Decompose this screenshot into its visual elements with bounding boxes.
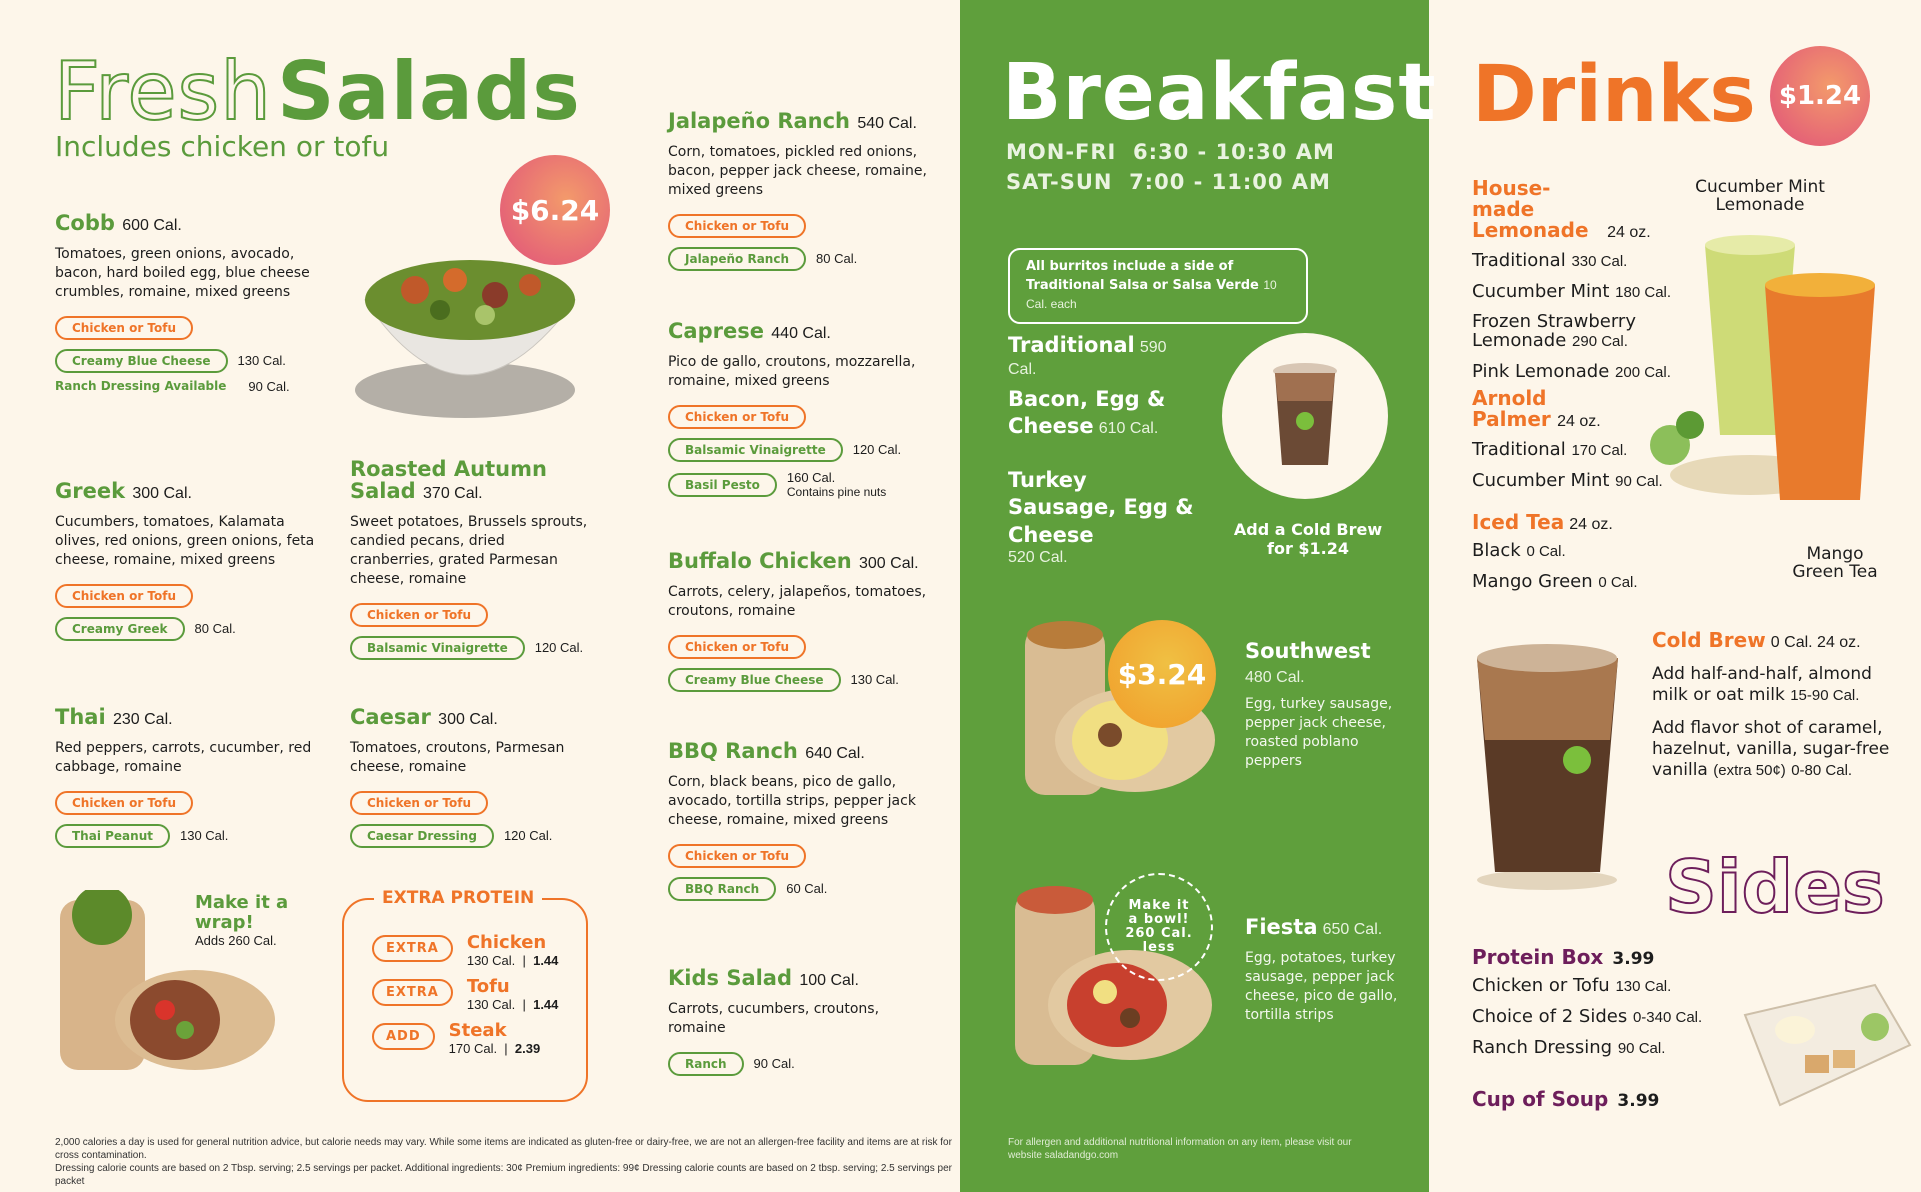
drink-variant-cal: 90 Cal. <box>1615 473 1663 490</box>
drink-row <box>1472 536 1692 567</box>
salad-buffalo-chicken <box>668 550 928 692</box>
item-cal: 300 Cal. <box>859 555 919 572</box>
drink-variant-cal: 200 Cal. <box>1615 364 1671 381</box>
wrap-callout <box>195 893 305 948</box>
drinks-price-text: $1.24 <box>1778 81 1862 111</box>
item-cal: 370 Cal. <box>423 485 483 503</box>
extra-protein-row: ADD Steak 170 Cal. | 2.39 <box>372 1020 558 1056</box>
drink-row <box>1472 971 1712 1002</box>
protein-pill: Chicken or Tofu <box>55 791 193 815</box>
dressing-cal: 80 Cal. <box>194 621 236 637</box>
salad-bbq-ranch <box>668 740 928 901</box>
salads-title-salads: Salads <box>277 45 581 138</box>
cold-brew-add-milk: Add half-and-half, almond milk or oat milk <box>1652 664 1872 705</box>
item-desc: Corn, tomatoes, pickled red onions, bacon, pepper jack cheese, romaine, mixed greens <box>668 143 927 198</box>
breakfast-title: Breakfast <box>1002 48 1437 138</box>
side-price: 3.99 <box>1612 949 1655 969</box>
drink-variant-cal: 0 Cal. <box>1598 574 1638 591</box>
item-name: Cobb <box>55 211 115 235</box>
drinks-price-badge <box>1770 46 1870 146</box>
cold-brew-add-milk-cal: 15-90 Cal. <box>1790 687 1860 704</box>
item-cal: 300 Cal. <box>132 485 192 502</box>
salads-title <box>54 45 581 138</box>
ranch-note-cal: 90 Cal. <box>248 378 290 394</box>
breakfast-footnote: For allergen and additional nutritional information on any item, please visit our website saladandgo.com <box>1008 1137 1352 1161</box>
item-cal: 540 Cal. <box>857 115 917 132</box>
drink-variant-cal: 330 Cal. <box>1571 253 1628 270</box>
side-price: 3.99 <box>1617 1091 1660 1111</box>
drink-variant-cal: 0 Cal. <box>1526 543 1566 560</box>
extra-tag: EXTRA <box>372 979 453 1006</box>
pesto-cal: 160 Cal. <box>786 469 836 485</box>
protein-pill: Chicken or Tofu <box>668 214 806 238</box>
item-desc: Carrots, cucumbers, croutons, romaine <box>668 1000 880 1036</box>
side-name: Protein Box <box>1472 945 1604 969</box>
drink-row <box>1472 1033 1712 1064</box>
tea-label: Mango Green Tea <box>1792 544 1878 582</box>
bowl-badge-text: Make it a bowl! 260 Cal. less <box>1125 898 1193 955</box>
salad-cobb <box>55 212 315 394</box>
drink-name: Cold Brew <box>1652 628 1766 652</box>
salad-thai <box>55 706 315 848</box>
dressing-cal: 90 Cal. <box>753 1056 795 1072</box>
extra-price: 1.44 <box>533 953 559 968</box>
wrap-sub: Adds 260 Cal. <box>195 933 277 948</box>
drink-cal: 0 Cal. 24 oz. <box>1770 634 1861 651</box>
dressing-pill: Balsamic Vinaigrette <box>668 438 843 462</box>
item-cal: 440 Cal. <box>771 325 831 342</box>
footnote-line-1: 2,000 calories a day is used for general nutrition advice, but calorie needs may vary. While some items are indicated as gluten-free or dairy-free, we are not an allergen-free facility and items are at risk for cross contamination. <box>55 1137 952 1161</box>
protein-pill: Chicken or Tofu <box>350 603 488 627</box>
drink-variant: Ranch Dressing <box>1472 1037 1613 1058</box>
drink-variant: Traditional <box>1472 250 1566 271</box>
drink-row <box>1472 567 1692 598</box>
drink-size: 24 oz. <box>1557 413 1601 430</box>
item-name: Jalapeño Ranch <box>668 109 851 133</box>
item-name: Thai <box>55 705 106 729</box>
item-desc: Carrots, celery, jalapeños, tomatoes, croutons, romaine <box>668 583 927 619</box>
item-name: BBQ Ranch <box>668 739 798 763</box>
salad-greek <box>55 480 315 641</box>
item-desc: Sweet potatoes, Brussels sprouts, candied pecans, dried cranberries, grated Parmesan cheese, romaine <box>350 513 588 587</box>
cold-brew-flavor-note: (extra 50¢) <box>1713 762 1786 779</box>
dressing-cal: 130 Cal. <box>179 828 229 844</box>
ranch-note: Ranch Dressing Available <box>55 378 227 393</box>
item-cal: 230 Cal. <box>112 711 173 728</box>
protein-pill: Chicken or Tofu <box>668 844 806 868</box>
drink-variant-cal: 90 Cal. <box>1617 1040 1666 1057</box>
cold-brew-circle <box>1222 333 1388 499</box>
breakfast-price-text: $3.24 <box>1117 657 1207 691</box>
drink-variant-cal: 0-340 Cal. <box>1632 1009 1703 1026</box>
salad-kids <box>668 967 928 1076</box>
dressing-pill: Caesar Dressing <box>350 824 494 848</box>
item-name: Greek <box>55 479 126 503</box>
drink-size: 24 oz. <box>1607 224 1651 241</box>
dressing-cal: 120 Cal. <box>534 640 584 656</box>
extra-price: 1.44 <box>533 997 559 1012</box>
item-name: Kids Salad <box>668 966 793 990</box>
item-name: Caesar <box>350 705 431 729</box>
item-cal: 100 Cal. <box>799 972 859 989</box>
drink-variant: Cucumber Mint <box>1472 281 1610 302</box>
extra-protein-row: EXTRA Tofu 130 Cal. | 1.44 <box>372 976 558 1012</box>
item-cal: 520 Cal. <box>1008 548 1068 566</box>
item-cal: 590 Cal. <box>1008 339 1167 379</box>
drink-variant-cal: 290 Cal. <box>1572 333 1628 350</box>
protein-box-image <box>1725 975 1915 1115</box>
item-desc: Egg, turkey sausage, pepper jack cheese, roasted poblano peppers <box>1245 696 1393 770</box>
drink-variant: Black <box>1472 540 1521 561</box>
salad-caesar <box>350 706 590 848</box>
dressing-cal: 120 Cal. <box>503 828 553 844</box>
extra-cal: 170 Cal. <box>448 1041 498 1056</box>
breakfast-panel <box>960 0 1437 1192</box>
item-cal: 480 Cal. <box>1245 669 1305 687</box>
item-desc: Cucumbers, tomatoes, Kalamata olives, red onions, green onions, feta cheese, romaine, mixed greens <box>55 513 315 568</box>
extra-tag: ADD <box>372 1023 435 1050</box>
item-name: Turkey Sausage, Egg & Cheese <box>1008 468 1194 547</box>
drink-variant: Traditional <box>1472 439 1566 460</box>
dressing-pill-pesto: Basil Pesto <box>668 473 777 497</box>
dressing-pill: BBQ Ranch <box>668 877 776 901</box>
salads-footnote <box>55 1136 955 1188</box>
dressing-cal: 120 Cal. <box>852 442 902 458</box>
salsa-note-cal: 10 Cal. each <box>1026 278 1277 311</box>
dressing-cal: 130 Cal. <box>850 672 899 688</box>
salsa-note-box <box>1008 248 1308 324</box>
breakfast-item-turkey <box>1008 467 1198 567</box>
item-cal: 600 Cal. <box>122 217 182 234</box>
dressing-pill: Ranch <box>668 1052 744 1076</box>
drink-size: 24 oz. <box>1569 516 1613 533</box>
item-desc: Tomatoes, green onions, avocado, bacon, hard boiled egg, blue cheese crumbles, romaine, mixed greens <box>55 245 310 300</box>
drink-name: Iced Tea <box>1472 510 1565 534</box>
protein-pill: Chicken or Tofu <box>668 405 806 429</box>
salad-roasted-autumn <box>350 458 590 660</box>
item-cal: 640 Cal. <box>805 745 865 762</box>
footnote-line-2: Dressing calorie counts are based on 2 Tbsp. serving; 2.5 servings per packet. Additional ingredients: 30¢ Premium ingredients: 99¢ Dressing calorie counts are based on 2 tbsp. serving; 2.5 servings per packet <box>55 1163 952 1187</box>
extra-protein-title: EXTRA PROTEIN <box>374 888 542 908</box>
protein-pill: Chicken or Tofu <box>350 791 488 815</box>
dressing-cal: 60 Cal. <box>786 881 828 897</box>
dressing-pill: Creamy Blue Cheese <box>55 349 228 373</box>
cold-brew-add-flavor: Add flavor shot of caramel, hazelnut, vanilla, sugar-free vanilla <box>1652 718 1890 780</box>
item-name: Bacon, Egg & Cheese <box>1008 387 1166 439</box>
breakfast-item-traditional <box>1008 332 1198 379</box>
item-name: Buffalo Chicken <box>668 549 852 573</box>
extra-cal: 130 Cal. <box>466 953 516 968</box>
item-name: Southwest <box>1245 639 1371 663</box>
salads-title-fresh: Fresh <box>54 45 272 138</box>
add-cold-brew: Add a Cold Brew for $1.24 <box>1233 520 1383 558</box>
item-desc: Pico de gallo, croutons, mozzarella, romaine, mixed greens <box>668 353 916 389</box>
protein-pill: Chicken or Tofu <box>55 584 193 608</box>
item-desc: Tomatoes, croutons, Parmesan cheese, romaine <box>350 739 565 775</box>
dressing-pill: Jalapeño Ranch <box>668 247 806 271</box>
drink-row <box>1472 1002 1712 1033</box>
extra-name: Chicken <box>466 932 547 953</box>
lemonade-label: Cucumber Mint Lemonade <box>1695 177 1825 215</box>
dressing-pill: Creamy Greek <box>55 617 185 641</box>
drink-name: Arnold Palmer <box>1472 386 1551 431</box>
salad-price-text: $6.24 <box>510 193 600 227</box>
breakfast-hours-weekday: MON-FRI 6:30 - 10:30 AM <box>1006 140 1335 164</box>
protein-pill: Chicken or Tofu <box>668 635 806 659</box>
extra-tag: EXTRA <box>372 935 453 962</box>
item-cal: 650 Cal. <box>1322 921 1383 938</box>
dressing-pill: Thai Peanut <box>55 824 170 848</box>
salad-jalapeno-ranch <box>668 110 928 271</box>
cold-brew-flavor-cal: 0-80 Cal. <box>1791 762 1853 779</box>
dressing-cal: 130 Cal. <box>237 353 286 369</box>
drink-variant: Chicken or Tofu <box>1472 975 1610 996</box>
drink-variant: Mango Green <box>1472 571 1593 592</box>
drink-row <box>1472 312 1642 351</box>
dressing-cal: 80 Cal. <box>816 251 858 267</box>
sides-title: Sides <box>1665 845 1885 929</box>
drinks-cold-brew <box>1652 630 1902 781</box>
drink-variant-cal: 130 Cal. <box>1615 978 1672 995</box>
extra-name: Steak <box>448 1020 507 1041</box>
sides-cup-of-soup <box>1472 1087 1659 1111</box>
drink-variant: Choice of 2 Sides <box>1472 1006 1628 1027</box>
extra-protein-box <box>342 888 588 1102</box>
dressing-pill: Balsamic Vinaigrette <box>350 636 525 660</box>
item-cal: 610 Cal. <box>1098 420 1159 438</box>
drink-variant-cal: 170 Cal. <box>1571 442 1628 459</box>
item-desc: Egg, potatoes, turkey sausage, pepper jack cheese, pico de gallo, tortilla strips <box>1245 950 1398 1024</box>
side-name: Cup of Soup <box>1472 1087 1609 1111</box>
drinks-title: Drinks <box>1472 50 1756 140</box>
cold-brew-cup-icon <box>1270 361 1340 471</box>
extra-price: 2.39 <box>514 1041 541 1056</box>
drink-variant: Frozen Strawberry Lemonade <box>1472 311 1636 351</box>
sides-protein-box <box>1472 945 1712 1064</box>
item-desc: Red peppers, carrots, cucumber, red cabbage, romaine <box>55 739 312 775</box>
bowl-badge <box>1105 873 1213 981</box>
item-name: Traditional <box>1008 333 1135 357</box>
breakfast-price-badge <box>1108 620 1216 728</box>
extra-name: Tofu <box>466 976 510 997</box>
protein-pill: Chicken or Tofu <box>55 316 193 340</box>
extra-cal: 130 Cal. <box>466 997 516 1012</box>
breakfast-hours-weekend: SAT-SUN 7:00 - 11:00 AM <box>1006 170 1331 194</box>
salsa-note: All burritos include a side of Traditional Salsa or Salsa Verde <box>1026 259 1259 293</box>
item-cal: 300 Cal. <box>438 711 498 728</box>
item-name: Fiesta <box>1245 915 1318 939</box>
dressing-pill: Creamy Blue Cheese <box>668 668 841 692</box>
drink-variant-cal: 180 Cal. <box>1615 284 1672 301</box>
extra-protein-row: EXTRA Chicken 130 Cal. | 1.44 <box>372 932 558 968</box>
item-name: Roasted Autumn Salad <box>350 457 547 504</box>
drink-name: House-made Lemonade <box>1472 176 1589 242</box>
item-desc: Corn, black beans, pico de gallo, avocado, tortilla strips, pepper jack cheese, romaine, mixed greens <box>668 773 916 828</box>
salads-subtitle: Includes chicken or tofu <box>55 130 390 163</box>
item-name: Caprese <box>668 319 764 343</box>
cold-brew-image <box>1465 640 1630 890</box>
breakfast-southwest <box>1245 638 1415 771</box>
drink-variant: Pink Lemonade <box>1472 361 1610 382</box>
breakfast-item-bacon <box>1008 386 1198 441</box>
breakfast-fiesta <box>1245 914 1415 1025</box>
salad-caprese <box>668 320 928 499</box>
drink-variant: Cucumber Mint <box>1472 470 1610 491</box>
pesto-note: Contains pine nuts <box>786 484 887 499</box>
wrap-title: Make it a wrap! <box>195 892 289 933</box>
salad-price-badge <box>500 155 610 265</box>
lemonade-tea-image <box>1630 225 1910 525</box>
